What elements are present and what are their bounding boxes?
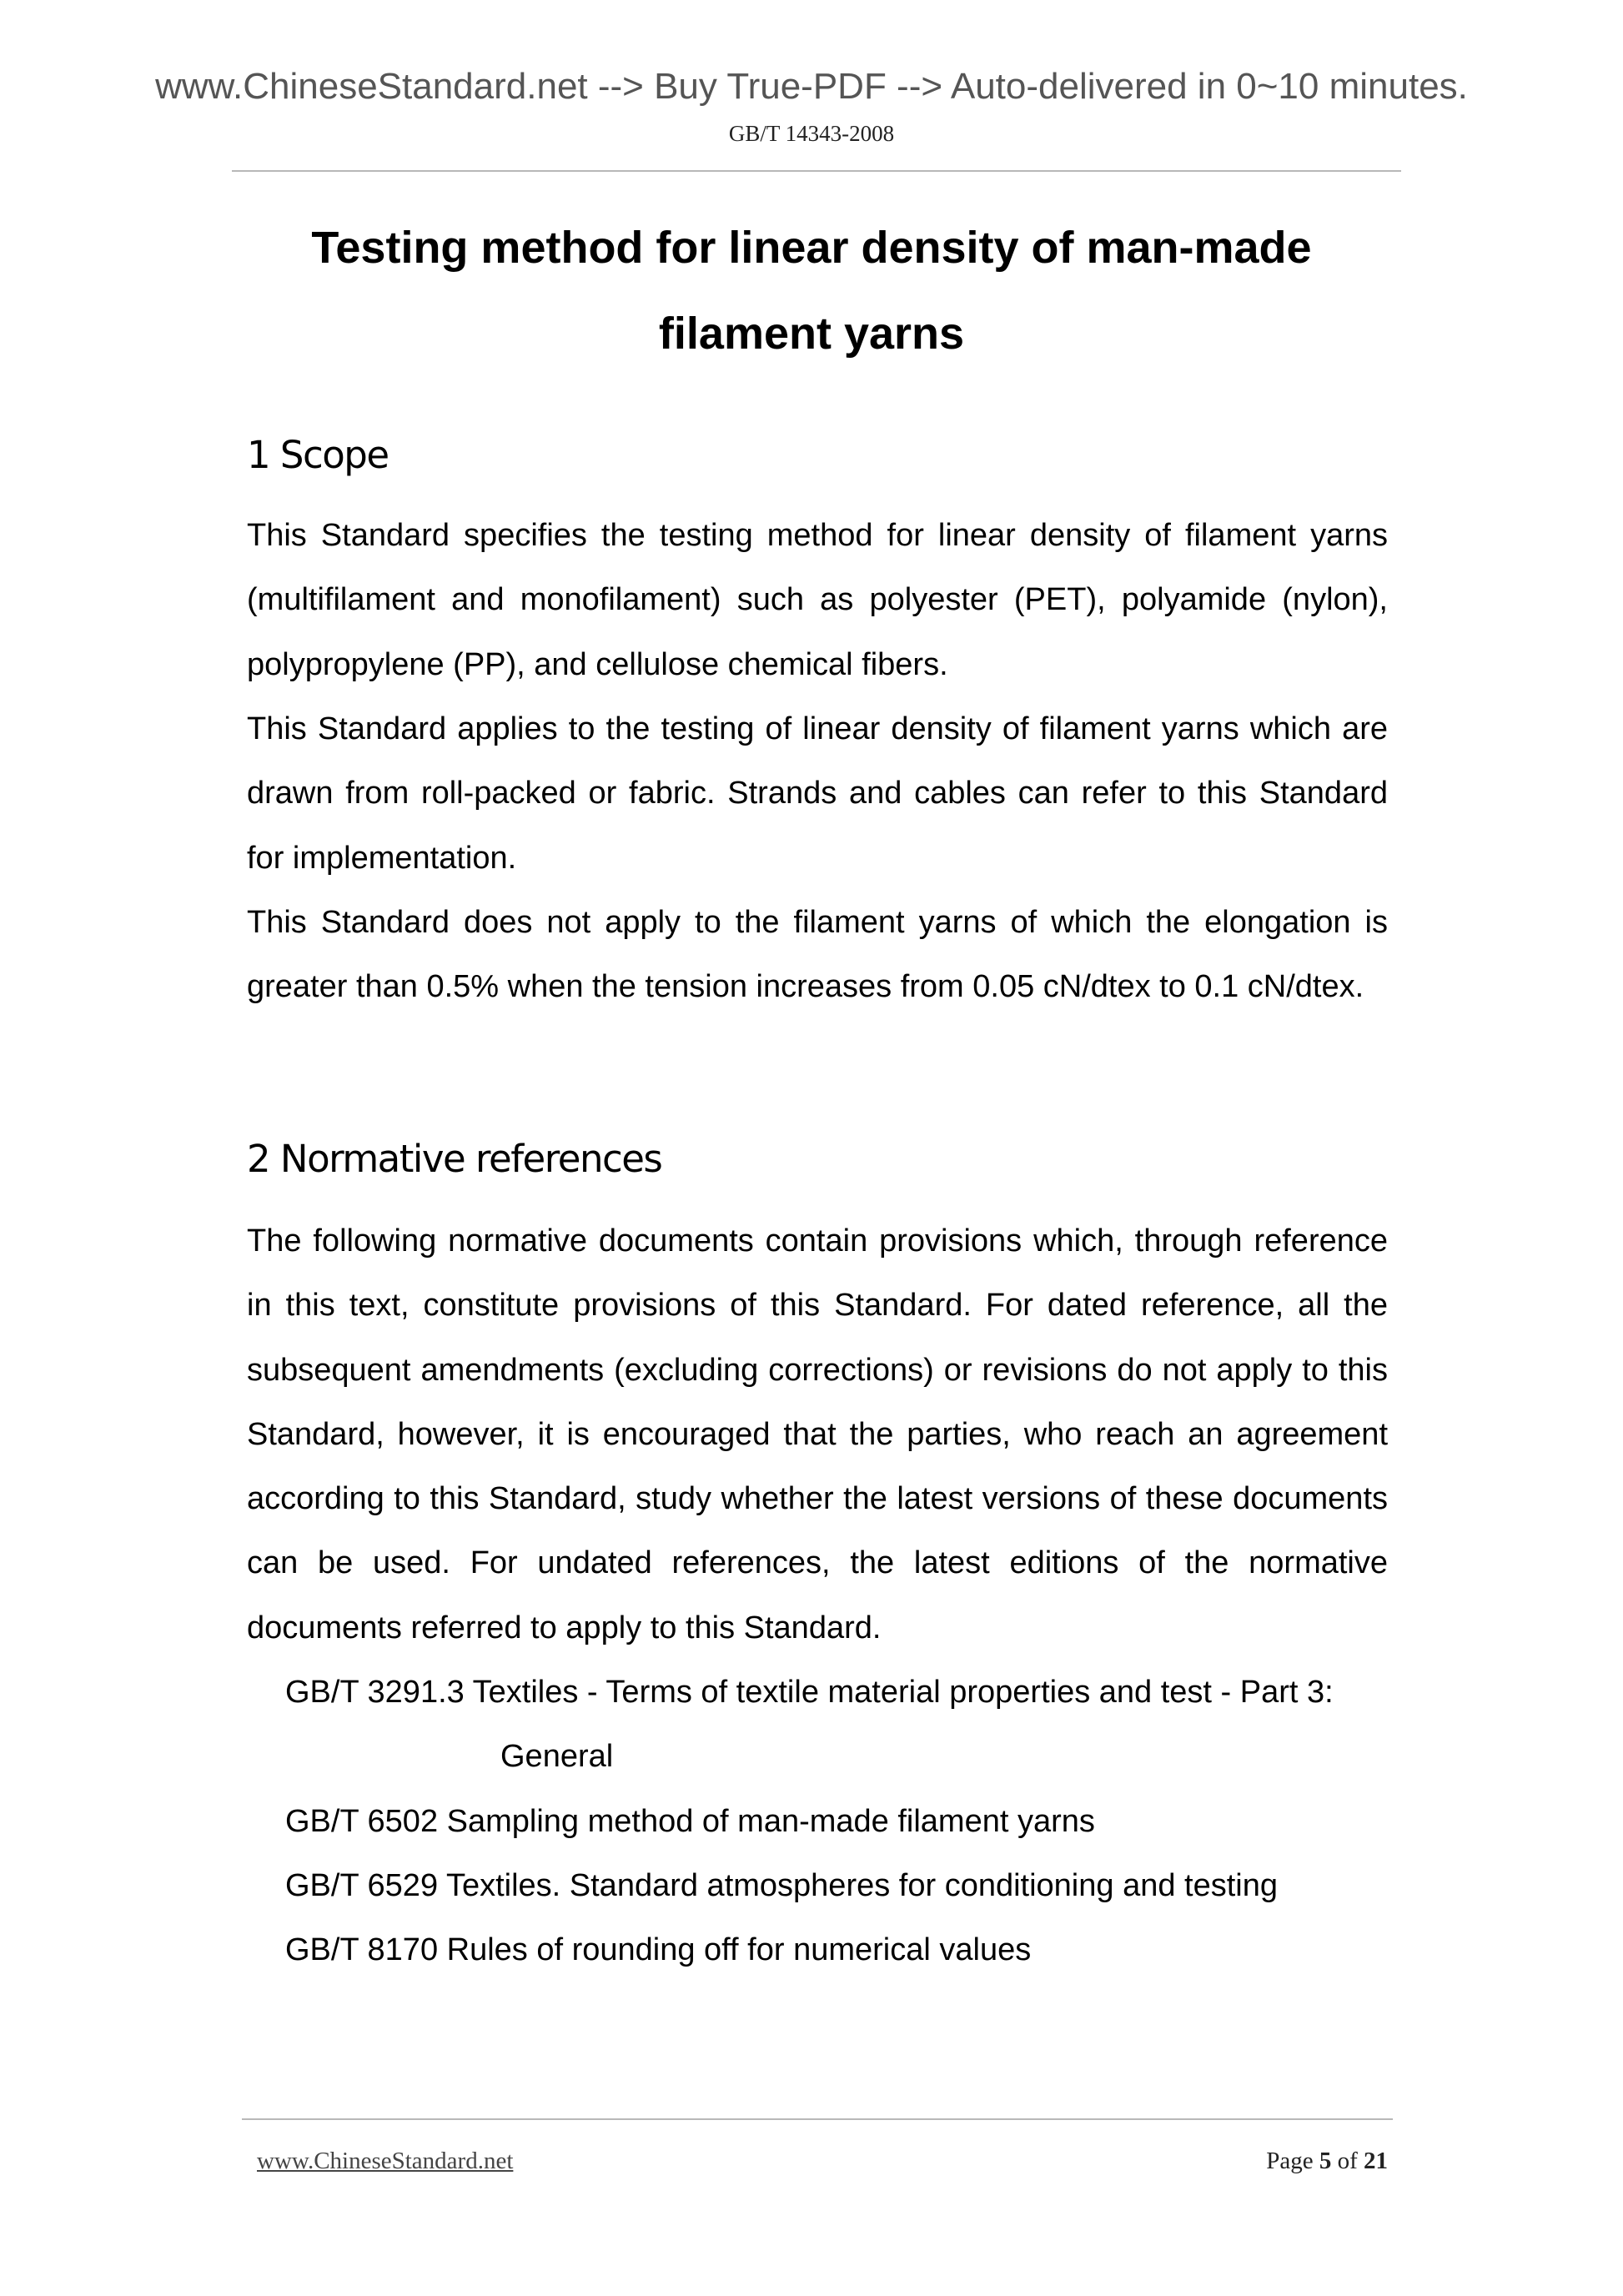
- document-title-line-2: filament yarns: [658, 309, 965, 359]
- reference-list: [285, 1660, 1388, 1982]
- footer-divider: [242, 2118, 1393, 2120]
- section-heading-scope: 1 Scope: [247, 433, 389, 477]
- reference-item: GB/T 3291.3 Textiles - Terms of textile material properties and test - Part 3: General: [285, 1675, 1334, 1775]
- reference-item: GB/T 8170 Rules of rounding off for numerical values: [285, 1932, 1032, 1968]
- section-heading-normative-references: 2 Normative references: [247, 1137, 662, 1181]
- top-banner-link[interactable]: www.ChineseStandard.net --> Buy True-PDF --> Auto-delivered in 0~10 minutes.: [155, 66, 1468, 107]
- page-current: 5: [1319, 2148, 1332, 2174]
- page-number: [1184, 2146, 1388, 2176]
- standard-code: GB/T 14343-2008: [728, 121, 895, 146]
- page-total: 21: [1364, 2148, 1388, 2174]
- normative-references-paragraph: The following normative documents contain provisions which, through reference in this text, constitute provisions of this Standard. For dated reference, all the subsequent amendments (excluding corrections) or revisions do not apply to this Standard, however, it is encouraged that the parties, who reach an agreement according to this Standard, study whether the latest versions of these documents can be used. For undated references, the latest editions of the normative documents referred to apply to this Standard.: [247, 1223, 1388, 1645]
- reference-item: GB/T 6529 Textiles. Standard atmospheres for conditioning and testing: [285, 1867, 1278, 1903]
- header-divider: [232, 170, 1401, 172]
- page-label: Page: [1266, 2148, 1314, 2174]
- scope-paragraph-2: This Standard applies to the testing of linear density of filament yarns which are drawn from roll-packed or fabric. Strands and cables can refer to this Standard for implementation.: [247, 711, 1388, 876]
- page-of-label: of: [1337, 2148, 1358, 2174]
- footer-website-link[interactable]: www.ChineseStandard.net: [257, 2148, 514, 2174]
- scope-paragraph-3: This Standard does not apply to the filament yarns of which the elongation is greater than 0.5% when the tension increases from 0.05 cN/dtex to 0.1 cN/dtex.: [247, 905, 1388, 1005]
- reference-item: GB/T 6502 Sampling method of man-made filament yarns: [285, 1803, 1095, 1839]
- scope-paragraph-1: This Standard specifies the testing method for linear density of filament yarns (multifilament and monofilament) such as polyester (PET), polyamide (nylon), polypropylene (PP), and cellulose chemical fibers.: [247, 518, 1388, 682]
- document-title-line-1: Testing method for linear density of man-made: [311, 223, 1312, 273]
